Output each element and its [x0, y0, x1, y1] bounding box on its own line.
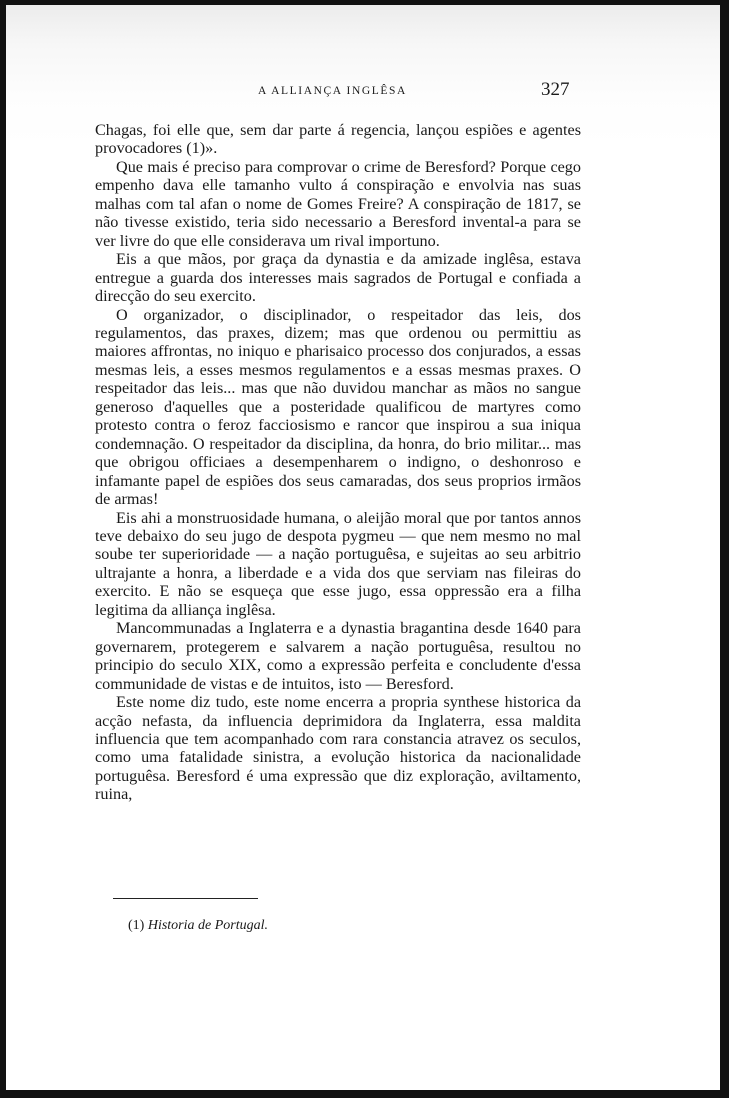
scan-border-bottom: [0, 1090, 729, 1098]
body-text: [95, 121, 581, 804]
paragraph: Que mais é preciso para comprovar o crime de Beresford? Porque cego empenho dava elle tamanho vulto á conspiração e envolvia nas suas malhas com tal afan o nome de Gomes Freire? A conspiração de 1817, se não tivesse existido, teria sido necessario a Beresford invental-a para se ver livre do que elle considerava um rival importuno.: [95, 157, 581, 250]
paragraph: Este nome diz tudo, este nome encerra a propria synthese historica da acção nefasta, da influencia deprimidora da Inglaterra, essa maldita influencia que tem acompanhado com rara constancia atravez os seculos, como uma fatalidade sinistra, a evolução historica da nacionalidade portuguêsa. Beresford é uma expressão que diz exploração, aviltamento, ruina,: [95, 693, 581, 804]
page-number: 327: [541, 79, 570, 100]
paragraph: Eis a que mãos, por graça da dynastia e da amizade inglêsa, estava entregue a guarda dos interesses mais sagrados de Portugal e confiada a direcção do seu exercito.: [95, 250, 581, 306]
footnote-marker: (1): [128, 918, 145, 933]
paragraph: Chagas, foi elle que, sem dar parte á regencia, lançou espiões e agentes provocadores (1)».: [95, 121, 581, 158]
footnote-source: Historia de Portugal.: [147, 918, 268, 933]
running-title: A ALLIANÇA INGLÊSA: [258, 85, 407, 97]
scan-border-right: [720, 0, 729, 1098]
paragraph: Mancommunadas a Inglaterra e a dynastia bragantina desde 1640 para governarem, protegerem e salvarem a nação portuguêsa, resultou no principio do seculo XIX, como a expressão perfeita e concludente d'essa communidade de vistas e de intuitos, isto — Beresford.: [95, 619, 581, 693]
footnote-rule: [113, 898, 258, 899]
page-header: [6, 79, 720, 107]
paragraph: O organizador, o disciplinador, o respeitador das leis, dos regulamentos, das praxes, dizem; mas que ordenou ou permittiu as maiores affrontas, no iniquo e pharisaico processo dos conjurados, a essas mesmas leis, a esses mesmos regulamentos e a essas mesmas praxes. O respeitador das leis... mas que não duvidou manchar as mãos no sangue generoso d'aquelles que a posteridade qualificou de martyres como protesto contra o feroz facciosismo e rancor que inspirou a sua iniqua condemnação. O respeitador da disciplina, da honra, do brio militar... mas que obrigou officiaes a desempenharem o indigno, o deshonroso e infamante papel de espiões dos seus camaradas, dos seus proprios irmãos de armas!: [95, 305, 581, 509]
book-page: [6, 5, 720, 1090]
footnote: [128, 918, 268, 934]
paragraph: Eis ahi a monstruosidade humana, o aleijão moral que por tantos annos teve debaixo do seu jugo de despota pygmeu — que nem mesmo no mal soube ter superioridade — a nação portuguêsa, e sujeitas ao seu arbitrio ultrajante a honra, a liberdade e a vida dos que serviam nas fileiras do exercito. E não se esqueça que esse jugo, essa oppressão era a filha legitima da alliança inglêsa.: [95, 508, 581, 619]
